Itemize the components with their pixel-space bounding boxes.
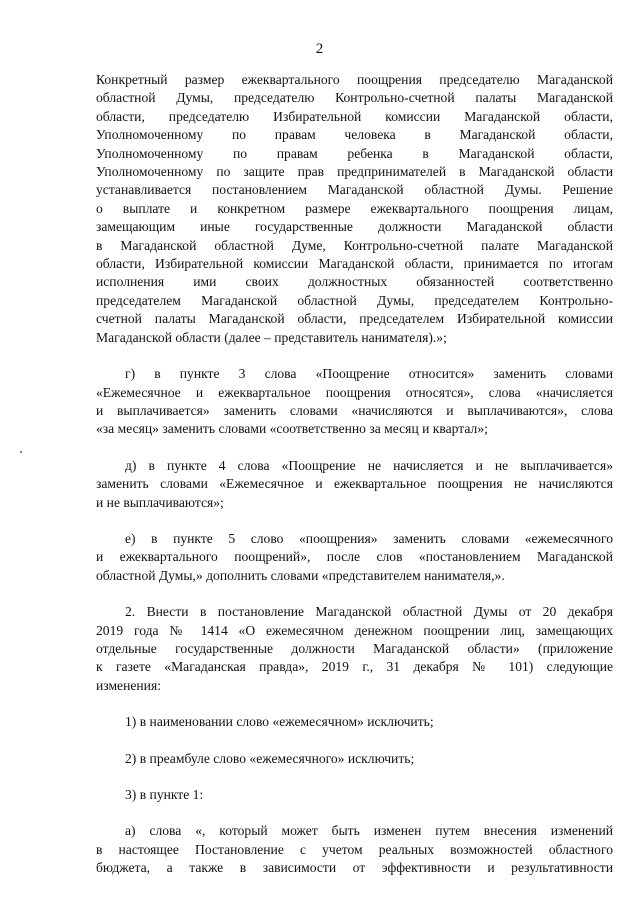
paragraph xyxy=(96,713,613,731)
text-line: областной Думы,» дополнить словами «представителем нанимателя,». xyxy=(96,567,505,583)
text-line: е) в пункте 5 слово «поощрения» заменить словами «ежемесячного xyxy=(125,530,613,546)
paragraph xyxy=(96,457,613,512)
text-line: исполнения ими своих должностных обязанностей соответственно xyxy=(96,274,613,290)
paragraph xyxy=(96,603,613,695)
text-line: областной Думы, председателю Контрольно-счетной палаты Магаданской xyxy=(96,90,613,106)
text-line: отдельные государственные должности Магаданской области» (приложение xyxy=(96,640,613,656)
text-line: к газете «Магаданская правда», 2019 г., 31 декабря № 101) следующие xyxy=(96,659,613,675)
text-line: счетной палаты Магаданской области, председателем Избирательной комиссии xyxy=(96,311,613,327)
scan-speck xyxy=(20,451,22,453)
text-line: 3) в пункте 1: xyxy=(125,787,204,802)
text-line: области, председателю Избирательной комиссии Магаданской области, xyxy=(96,108,613,124)
text-line: замещающим иные государственные должности Магаданской области xyxy=(96,219,613,235)
paragraph xyxy=(96,750,613,768)
text-line: Конкретный размер ежеквартального поощрения председателю Магаданской xyxy=(96,72,613,87)
text-line: 2019 года № 1414 «О ежемесячном денежном поощрении лиц, замещающих xyxy=(96,622,613,638)
text-line: о выплате и конкретном размере ежеквартального поощрения лицам, xyxy=(96,200,613,216)
text-line: и не выплачиваются»; xyxy=(96,494,224,510)
text-line: Уполномоченному по правам ребенка в Магаданской области, xyxy=(96,145,613,161)
text-line: «Ежемесячное и ежеквартальное поощрения относятся», слова «начисляется xyxy=(96,384,613,400)
paragraph xyxy=(96,822,613,877)
paragraph xyxy=(96,365,613,439)
text-line: Уполномоченному по правам человека в Магаданской области, xyxy=(96,127,613,143)
text-line: д) в пункте 4 слова «Поощрение не начисляется и не выплачивается» xyxy=(125,457,613,473)
text-line: изменения: xyxy=(96,677,161,693)
text-line: и ежеквартального поощрений», после слов «постановлением Магаданской xyxy=(96,549,613,565)
text-line: в Магаданской областной Думе, Контрольно-счетной палате Магаданской xyxy=(96,237,613,253)
text-line: а) слова «, который может быть изменен путем внесения изменений xyxy=(125,823,613,839)
text-line: Уполномоченному по защите прав предпринимателей в Магаданской области xyxy=(96,164,613,180)
text-line: председателем Магаданской областной Думы, председателем Контрольно- xyxy=(96,292,613,308)
page-number: 2 xyxy=(315,41,324,57)
text-line: 2. Внести в постановление Магаданской областной Думы от 20 декабря xyxy=(125,604,613,620)
paragraph xyxy=(96,786,613,804)
document-body xyxy=(96,71,613,878)
text-line: 1) в наименовании слово «ежемесячном» исключить; xyxy=(125,714,434,730)
paragraph xyxy=(96,71,613,347)
text-line: «за месяц» заменить словами «соответственно за месяц и квартал»; xyxy=(96,421,488,437)
text-line: 2) в преамбуле слово «ежемесячного» исключить; xyxy=(125,750,415,766)
text-line: бюджета, а также в зависимости от эффективности и результативности xyxy=(96,860,613,876)
text-line: заменить словами «Ежемесячное и ежеквартальное поощрения не начисляются xyxy=(96,476,613,492)
paragraph xyxy=(96,530,613,585)
text-line: Магаданской области (далее – представитель нанимателя).»; xyxy=(96,329,447,345)
text-line: в настоящее Постановление с учетом реальных возможностей областного xyxy=(96,841,613,857)
text-line: области, Избирательной комиссии Магаданской области, принимается по итогам xyxy=(96,256,613,272)
text-line: устанавливается постановлением Магаданской областной Думы. Решение xyxy=(96,182,613,198)
text-line: г) в пункте 3 слова «Поощрение относится» заменить словами xyxy=(125,366,613,382)
text-line: и выплачивается» заменить словами «начисляются и выплачиваются», слова xyxy=(96,402,613,418)
